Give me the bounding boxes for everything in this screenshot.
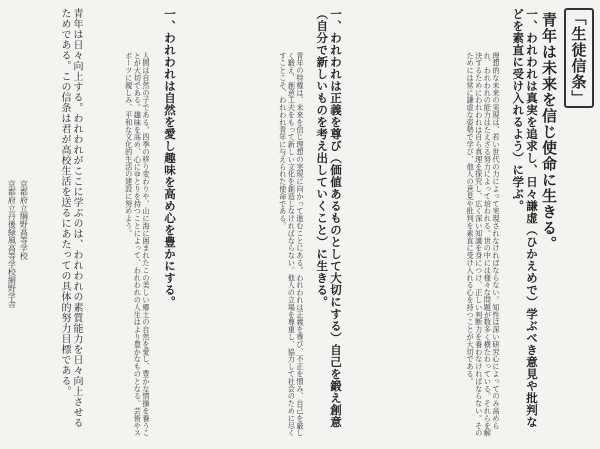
pledge-2: 一、われわれは正義を尊び（価値あるものとして大切にする）自己を鍛え創意（自分で新しいものを考え出していくこと）に生きる。 (315, 8, 343, 428)
school-name-2: 京都府立丹後緑風高等学校網野学舎 (7, 180, 17, 308)
headline: 青年は未来を信じ使命に生きる。 (540, 12, 558, 252)
closing-text: 青年は日々向上する。われわれがここに学ぶのは、われわれの素質能力を日々向上させるためである。この信条は君が高校生活を送るにあたっての具体的努力目標である。 (59, 8, 82, 428)
school-name-1: 京都府立綱野高等学校 (19, 180, 29, 260)
paragraph-3: 人間は自然の子である。四季の移り変わりや、山に海に囲まれたこの美しい郷土の自然を愛し、豊かな情操を養うことが大切である。趣味を高め、心にゆとりを持つことによって、われわれの人生はより豊かなものとなる。芸術やスポーツに親しみ、平和な文化的生活の建設に努めよう。 (124, 52, 151, 437)
pledge-1: 一、われわれは真実を追求し、日々謙虚（ひかえめで）学ぶべき意見や批判などを素直に受け入れるよう）に学ぶ。 (511, 8, 539, 428)
document-title: 「生徒信条」 (569, 10, 588, 106)
paragraph-1: 理想的な未来の実現は、若い世代の力によって実現されなければならない。知性は深い研究心によってのみ高められ、われわれの能力はたえざる努力によって培われる。世の中には様々な問題が数多く横たわっている。それらを解決するためにわれわれは自ら真理を探究し、広く深い知識を身につけ、正しい判断力を養わなければならない。そのためには常に謙虚な姿勢で学び、他人の意見や批判を素直に受け入れる心を持つことが大切である。 (466, 52, 501, 437)
title-frame (564, 8, 594, 108)
paragraph-2: 青年の特権は、未来を信じ理想の実現に向かって進むことにある。われわれは正義を尊び、不正を憎み、自己を厳しく鍛え、創意工夫をもって新しい文化を創造しなければならない。他人の立場を尊重し、協力して社会のために尽くすことこそ、われわれ青年に与えられた使命である。 (278, 52, 305, 437)
pledge-3: 一、われわれは自然を愛し趣味を高め心を豊かにする。 (163, 8, 177, 308)
